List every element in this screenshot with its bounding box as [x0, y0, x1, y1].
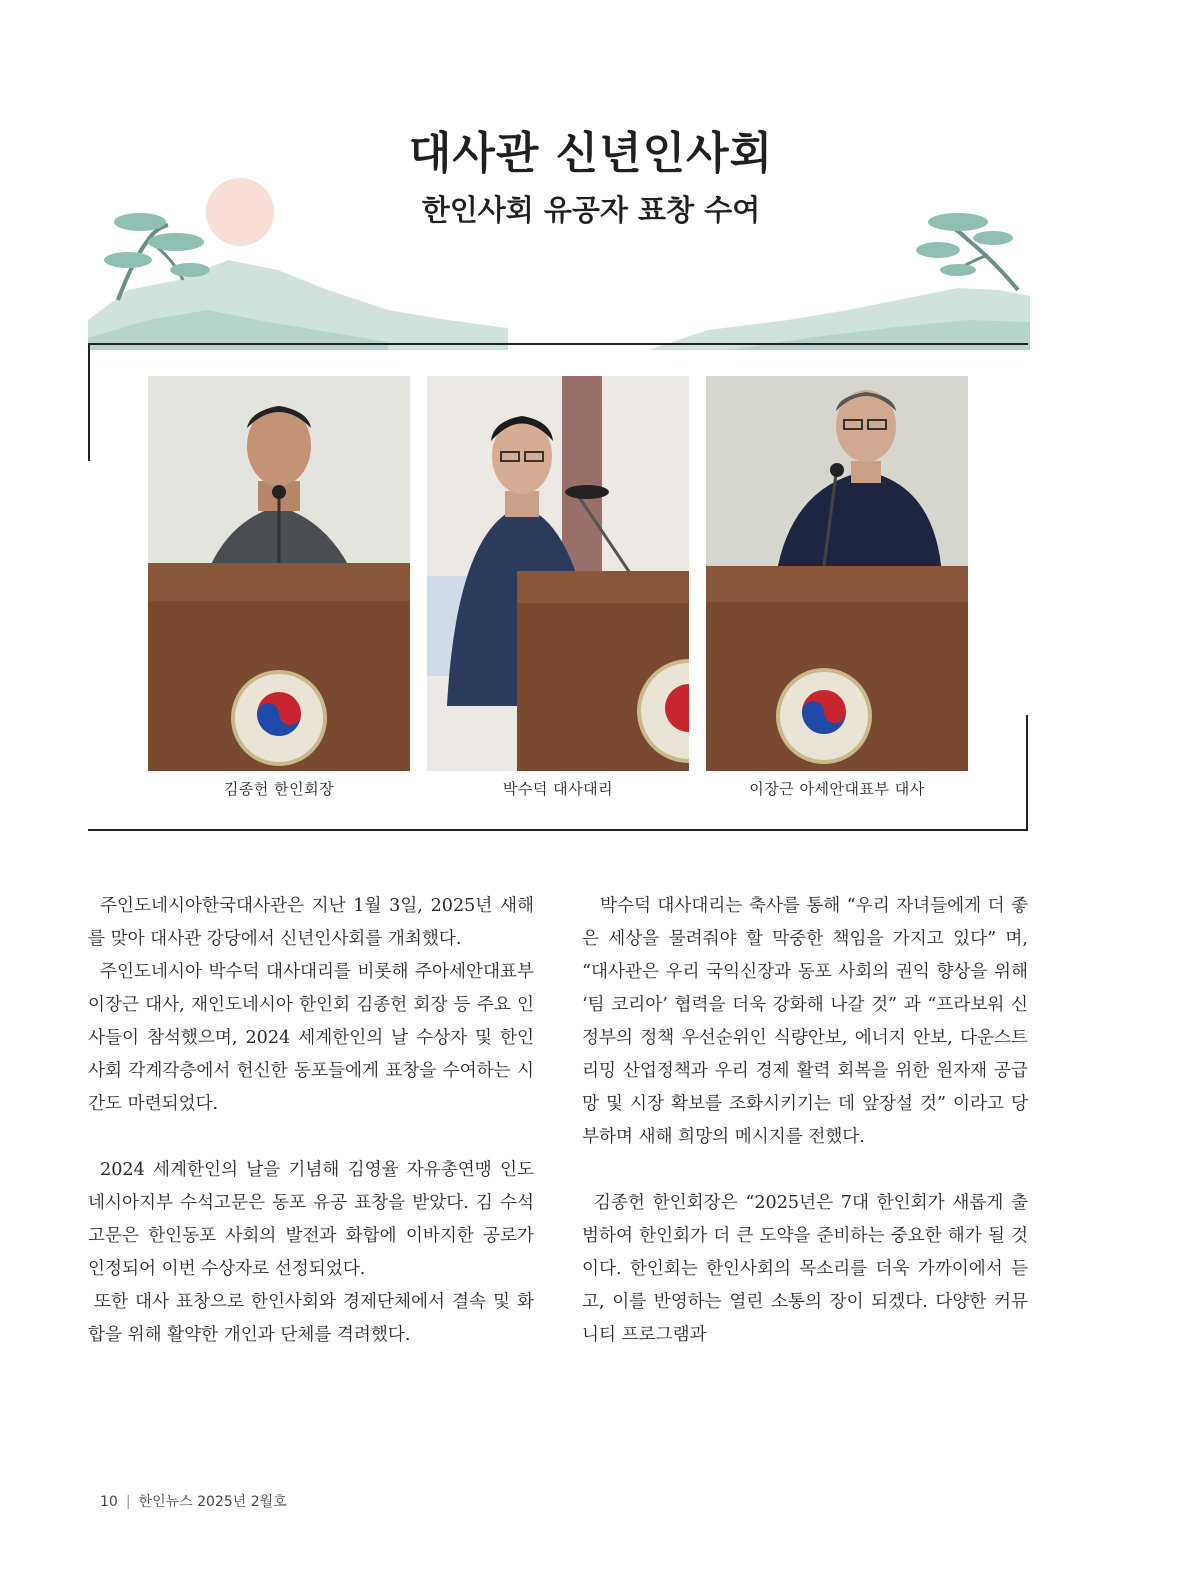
- photo-speaker-2: [427, 376, 689, 771]
- frame-left-line: [88, 343, 90, 461]
- paragraph: 2024 세계한인의 날을 기념해 김영율 자유총연맹 인도네시아지부 수석고문은 동포 유공 표창을 받았다. 김 수석고문은 한인동포 사회의 발전과 화합에 이바지한 공로가 인정되어 이번 수상자로 선정되었다.: [88, 1160, 534, 1279]
- body-column-right: [582, 890, 1028, 1352]
- frame-right-line: [1026, 715, 1028, 831]
- paragraph: 주인도네시아한국대사관은 지난 1월 3일, 2025년 새해를 맞아 대사관 강당에서 신년인사회를 개최했다.: [88, 896, 534, 949]
- frame-top-line: [88, 343, 1028, 345]
- photo-speaker-1: [148, 376, 410, 771]
- body-column-left: [88, 890, 534, 1352]
- page-subtitle: 한인사회 유공자 표창 수여: [421, 193, 761, 227]
- paragraph: 주인도네시아 박수덕 대사대리를 비롯해 주아세안대표부 이장근 대사, 재인도네시아 한인회 김종헌 회장 등 주요 인사들이 참석했으며, 2024 세계한인의 날 수상자 및 한인사회 각계각층에서 헌신한 동포들에게 표창을 수여하는 시간도 마련되었다.: [88, 962, 534, 1114]
- page-number: 10: [100, 1494, 118, 1510]
- paragraph: 또한 대사 표창으로 한인사회와 경제단체에서 결속 및 화합을 위해 활약한 개인과 단체를 격려했다.: [88, 1292, 534, 1345]
- emblem-icon: [778, 670, 870, 762]
- frame-bottom-line: [88, 829, 1028, 831]
- photo-caption-2: 박수덕 대사대리: [502, 780, 614, 798]
- publication-name: 한인뉴스 2025년 2월호: [138, 1494, 287, 1510]
- page-title: 대사관 신년인사회: [408, 128, 774, 179]
- page-footer: [100, 1491, 287, 1511]
- photo-speaker-3: [706, 376, 968, 771]
- mountain-icon: [88, 260, 1030, 350]
- photo-caption-1: 김종헌 한인회장: [223, 780, 335, 798]
- paragraph: 박수덕 대사대리는 축사를 통해 “우리 자녀들에게 더 좋은 세상을 물려줘야 할 막중한 책임을 가지고 있다” 며, “대사관은 우리 국익신장과 동포 사회의 권익 향상을 위해 ‘팀 코리아’ 협력을 더욱 강화해 나갈 것” 과 “프라보워 신정부의 정책 우선순위인 식량안보, 에너지 안보, 다운스트리밍 산업정책과 우리 경제 활력 회복을 위한 원자재 공급망 및 시장 확보를 조화시키기는 데 앞장설 것” 이라고 당부하며 새해 희망의 메시지를 전했다.: [582, 896, 1029, 1147]
- photo-caption-3: 이장근 아세안대표부 대사: [749, 780, 925, 798]
- paragraph: 김종헌 한인회장은 “2025년은 7대 한인회가 새롭게 출범하여 한인회가 더 큰 도약을 준비하는 중요한 해가 될 것이다. 한인회는 한인사회의 목소리를 더욱 가까이에서 듣고, 이를 반영하는 열린 소통의 장이 되겠다. 다양한 커뮤니티 프로그램과: [582, 1193, 1028, 1345]
- emblem-icon: [233, 672, 325, 764]
- footer-separator: |: [125, 1494, 131, 1510]
